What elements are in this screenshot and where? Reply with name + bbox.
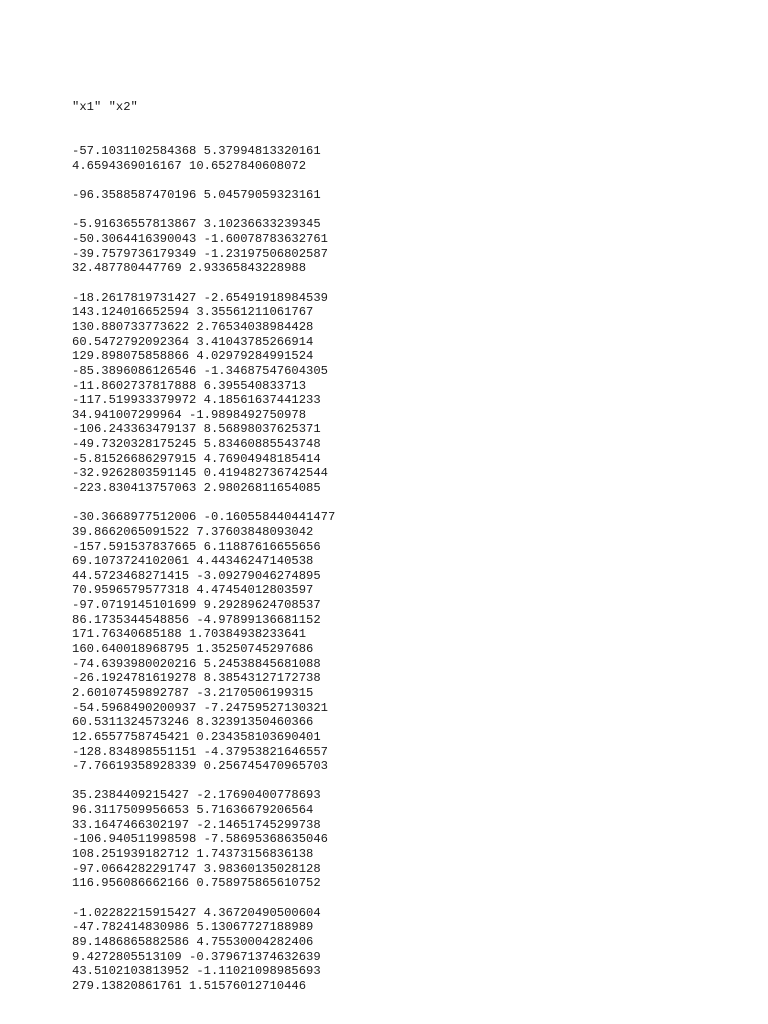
data-row: 60.5472792092364 3.41043785266914 [72,334,314,349]
blank-line [72,496,335,511]
data-row: 34.941007299964 -1.9898492750978 [72,407,307,422]
data-row: 130.880733773622 2.76534038984428 [72,319,314,334]
data-row: 171.76340685188 1.70384938233641 [72,627,307,642]
data-row: 96.3117509956653 5.71636679206564 [72,803,314,818]
data-row: -54.5968490200937 -7.24759527130321 [72,700,328,715]
data-row: 70.9596579577318 4.47454012803597 [72,583,314,598]
data-row: 129.898075858866 4.02979284991524 [72,349,314,364]
data-row: -5.91636557813867 3.10236633239345 [72,217,321,232]
data-row: 116.956086662166 0.758975865610752 [72,876,321,891]
data-row: 39.8662065091522 7.37603848093042 [72,524,314,539]
data-row: 32.487780447769 2.93365843228988 [72,261,307,276]
data-row: -32.9262803591145 0.419482736742544 [72,466,328,481]
data-row: 35.2384409215427 -2.17690400778693 [72,788,321,803]
data-row: -128.834898551151 -4.37953821646557 [72,744,328,759]
data-row: -223.830413757063 2.98026811654085 [72,481,321,495]
data-row: -157.591537837665 6.11887616655656 [72,539,321,554]
blank-line [72,891,335,906]
data-row: 89.1486865882586 4.75530004282406 [72,934,314,949]
blank-line [72,203,335,218]
data-row: 44.5723468271415 -3.09279046274895 [72,568,321,583]
data-row: -74.6393980020216 5.24538845681088 [72,656,321,671]
data-text-listing [72,71,335,1008]
data-rows [72,144,335,993]
data-row: 279.13820861761 1.51576012710446 [72,978,307,993]
data-row: -47.782414830986 5.13067727188989 [72,920,314,935]
data-row: 4.6594369016167 10.6527840608072 [72,158,307,173]
data-row: -49.7320328175245 5.83460885543748 [72,437,321,452]
data-row: -97.0664282291747 3.98360135028128 [72,861,321,876]
data-row: 60.5311324573246 8.32391350460366 [72,715,314,730]
data-row: -57.1031102584368 5.37994813320161 [72,144,321,159]
data-row: 143.124016652594 3.35561211061767 [72,305,314,320]
data-row: -106.940511998598 -7.58695368635046 [72,832,328,847]
data-row: 69.1073724102061 4.44346247140538 [72,554,314,569]
data-row: 160.640018968795 1.35250745297686 [72,642,314,657]
data-row: -96.3588587470196 5.04579059323161 [72,188,321,203]
data-row: 33.1647466302197 -2.14651745299738 [72,817,321,832]
data-row: -1.02282215915427 4.36720490500604 [72,905,321,920]
data-row: -85.3896086126546 -1.34687547604305 [72,363,328,378]
blank-line [72,174,335,189]
data-row: -50.3064416390043 -1.60078783632761 [72,232,328,247]
data-row: -30.3668977512006 -0.160558440441477 [72,510,336,525]
data-row: -7.76619358928339 0.256745470965703 [72,759,328,774]
data-row: -97.0719145101699 9.29289624708537 [72,598,321,613]
data-row: 2.60107459892787 -3.2170506199315 [72,685,314,700]
data-row: -18.2617819731427 -2.65491918984539 [72,290,328,305]
blank-line [72,276,335,291]
data-row: 43.5102103813952 -1.11021098985693 [72,964,321,979]
data-row: 108.251939182712 1.74373156836138 [72,847,314,862]
data-row: 86.1735344548856 -4.97899136681152 [72,612,321,627]
data-row: -117.519933379972 4.18561637441233 [72,393,321,408]
data-row: -11.8602737817888 6.395540833713 [72,378,307,393]
column-header-line: "x1" "x2" [72,100,138,115]
blank-line [72,774,335,789]
data-row: 9.4272805513109 -0.379671374632639 [72,949,321,964]
data-row: -39.7579736179349 -1.23197506802587 [72,246,328,261]
data-row: -5.81526686297915 4.76904948185414 [72,451,321,466]
data-row: 12.6557758745421 0.234358103690401 [72,729,321,744]
data-row: -26.1924781619278 8.38543127172738 [72,671,321,686]
data-row: -106.243363479137 8.56898037625371 [72,422,321,437]
